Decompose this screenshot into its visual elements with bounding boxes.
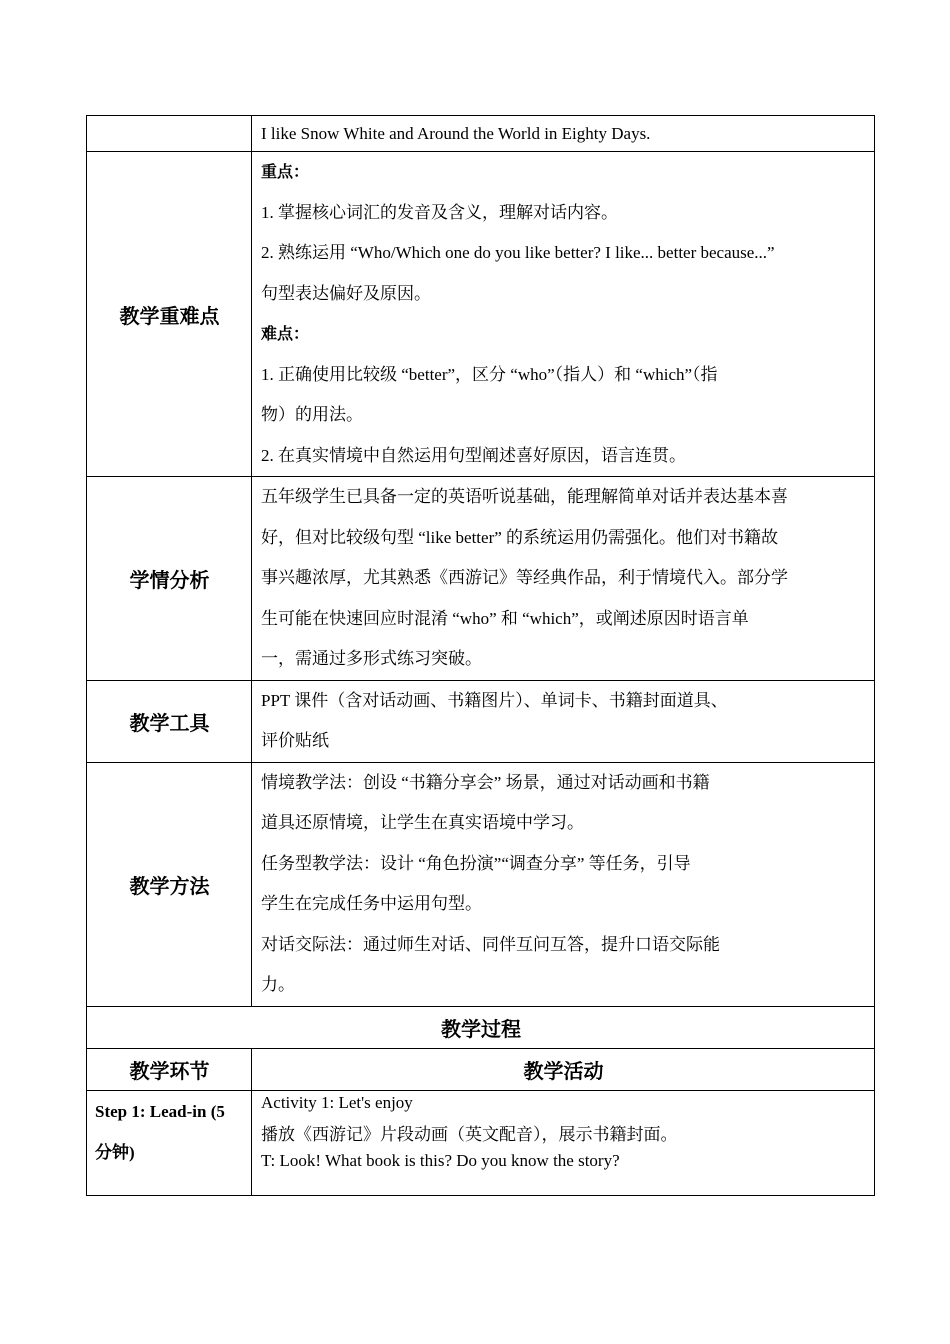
tools-line-2: 评价贴纸	[261, 731, 329, 750]
student-analysis-line-1: 五年级学生已具备一定的英语听说基础，能理解简单对话并表达基本喜	[261, 487, 788, 506]
table-row	[87, 1090, 875, 1195]
step1-label-line-1: Step 1: Lead-in (5	[95, 1101, 225, 1121]
student-analysis-line-2: 好，但对比较级句型 “like better” 的系统运用仍需强化。他们对书籍故	[261, 527, 779, 547]
difficulty-heading: 难点：	[261, 324, 310, 343]
student-analysis-label: 学情分析	[87, 477, 252, 681]
step1-activity-cell	[252, 1090, 875, 1195]
top-text: I like Snow White and Around the World in Eighty Days.	[261, 123, 651, 143]
student-analysis-content	[252, 477, 875, 681]
stage-column-header: 教学环节	[87, 1048, 252, 1090]
process-title: 教学过程	[87, 1006, 875, 1048]
student-analysis-line-3: 事兴趣浓厚，尤其熟悉《西游记》等经典作品，利于情境代入。部分学	[261, 568, 788, 587]
table-row	[87, 1048, 875, 1090]
table-row	[87, 762, 875, 1006]
difficulty-item-1-line1: 1. 正确使用比较级 “better”，区分 “who”（指人）和 “which”（指	[261, 364, 718, 384]
methods-content	[252, 762, 875, 1006]
tools-content	[252, 680, 875, 762]
top-text-cell	[252, 116, 875, 152]
tools-line-1: PPT 课件（含对话动画、书籍图片）、单词卡、书籍封面道具、	[261, 690, 728, 710]
empty-label-cell	[87, 116, 252, 152]
methods-label: 教学方法	[87, 762, 252, 1006]
methods-line-3: 任务型教学法：设计 “角色扮演”“调查分享” 等任务，引导	[261, 853, 691, 873]
key-points-content	[252, 152, 875, 477]
activity-column-header: 教学活动	[252, 1048, 875, 1090]
table-row	[87, 477, 875, 681]
table-row	[87, 152, 875, 477]
student-analysis-line-5: 一，需通过多形式练习突破。	[261, 649, 482, 668]
methods-line-5: 对话交际法：通过师生对话、同伴互问互答，提升口语交际能	[261, 934, 720, 954]
step1-activity-title: Activity 1: Let's enjoy	[261, 1092, 413, 1112]
key-points-label: 教学重难点	[87, 152, 252, 477]
step1-activity-line-2: T: Look! What book is this? Do you know the story?	[261, 1150, 620, 1170]
focus-item-2-line1: 2. 熟练运用 “Who/Which one do you like better? I like... better because...”	[261, 243, 775, 262]
step1-activity-line-1: 播放《西游记》片段动画（英文配音），展示书籍封面。	[261, 1124, 678, 1144]
step1-label-cell	[87, 1090, 252, 1195]
methods-line-6: 力。	[261, 975, 295, 994]
focus-item-2-line2: 句型表达偏好及原因。	[261, 283, 431, 303]
step1-label-line-2: 分钟)	[95, 1142, 135, 1162]
methods-line-4: 学生在完成任务中运用句型。	[261, 894, 482, 913]
methods-line-1: 情境教学法：创设 “书籍分享会” 场景，通过对话动画和书籍	[261, 772, 710, 792]
table-row	[87, 116, 875, 152]
difficulty-item-1-line2: 物）的用法。	[261, 405, 363, 424]
focus-heading: 重点：	[261, 162, 310, 181]
lesson-plan-table	[86, 115, 875, 1196]
methods-line-2: 道具还原情境，让学生在真实语境中学习。	[261, 813, 584, 832]
tools-label: 教学工具	[87, 680, 252, 762]
table-row	[87, 1006, 875, 1048]
difficulty-item-2: 2. 在真实情境中自然运用句型阐述喜好原因，语言连贯。	[261, 445, 686, 465]
focus-item-1: 1. 掌握核心词汇的发音及含义，理解对话内容。	[261, 202, 618, 222]
student-analysis-line-4: 生可能在快速回应时混淆 “who” 和 “which”，或阐述原因时语言单	[261, 608, 749, 628]
table-row	[87, 680, 875, 762]
